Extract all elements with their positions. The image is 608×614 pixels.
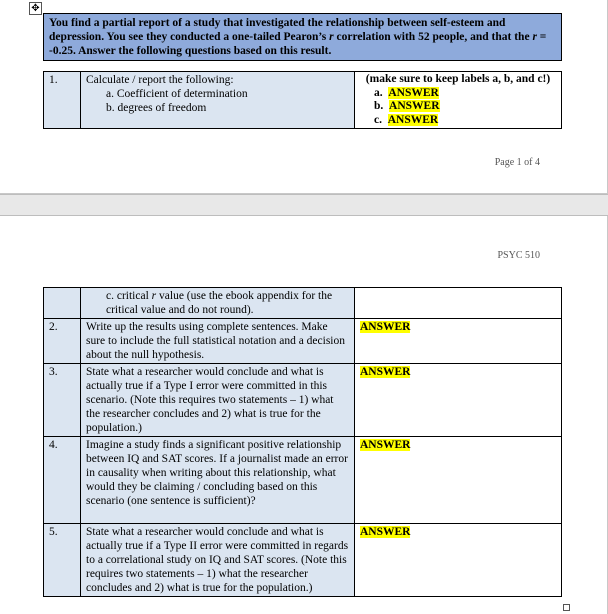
sub-item-c <box>86 289 349 317</box>
answer-c-label: c. <box>374 113 382 126</box>
question-number: 5. <box>44 524 81 597</box>
question-text: State what a researcher would conclude and what is actually true if a Type I error were committed in this scenario. (Note this requires two statements – 1) what the researcher concludes and 2) what is true for the population.) <box>81 364 355 437</box>
prompt-text-part2: correlation with 52 people, and that the <box>333 31 533 43</box>
answer-line-c <box>360 114 556 128</box>
table-row <box>44 72 562 129</box>
sub-item-a: a. Coefficient of determination <box>106 88 248 100</box>
document-page-2 <box>0 216 608 614</box>
table-row <box>44 437 562 524</box>
question-text: State what a researcher would conclude and what is actually true if a Type II error were committed in regards to a correlational study on IQ and SAT scores. (Note this requires two statements – 1) what the researcher concludes and 2) what is true for the population.) <box>81 524 355 597</box>
prompt-r-symbol: r <box>329 31 334 43</box>
table-move-handle-icon[interactable]: ✥ <box>29 2 42 15</box>
question-text-body: Imagine a study finds a significant positive relationship between IQ and SAT scores. If a journalist made an error in causality when writing about this relationship, what would they be claiming / concluding based on this scenario (one sentence is sufficient)? <box>86 439 348 507</box>
answer-cell[interactable] <box>355 72 562 129</box>
question-text <box>81 437 355 524</box>
question-table-page2 <box>43 287 562 597</box>
answer-cell[interactable] <box>355 288 562 319</box>
answer-a-label: a. <box>374 86 383 99</box>
table-row <box>44 364 562 437</box>
answer-placeholder[interactable]: ANSWER <box>360 321 411 333</box>
sub-item-c-r: r <box>151 290 157 302</box>
answer-a-placeholder[interactable]: ANSWER <box>388 86 439 99</box>
document-page-1 <box>0 0 608 194</box>
answer-line-a <box>360 87 556 101</box>
answer-c-placeholder[interactable]: ANSWER <box>387 113 439 126</box>
answer-cell[interactable] <box>355 364 562 437</box>
table-row <box>44 319 562 364</box>
sub-item-b: b. degrees of freedom <box>106 102 207 114</box>
sub-item-c-pre: c. critical <box>106 290 152 302</box>
page-number: Page 1 of 4 <box>494 157 540 168</box>
question-prompt-header <box>43 13 562 61</box>
prompt-r-symbol-2: r <box>532 31 537 43</box>
sub-item-c-post: value (use the ebook appendix for the critical value and do not round). <box>106 290 333 316</box>
answer-b-label: b. <box>374 100 384 112</box>
question-number: 3. <box>44 364 81 437</box>
answer-line-b <box>360 100 556 114</box>
answer-cell[interactable] <box>355 437 562 524</box>
running-header: PSYC 510 <box>497 250 540 261</box>
table-row <box>44 288 562 319</box>
prompt-text-part1: You find a partial report of a study that investigated the relationship between self-esteem and depression. You see they conducted a one-tailed Pearon’s <box>49 17 506 43</box>
table-row <box>44 524 562 597</box>
question-text-cell <box>81 288 355 319</box>
question-number: 1. <box>44 72 81 129</box>
answer-b-placeholder[interactable]: ANSWER <box>389 100 440 112</box>
answer-cell[interactable] <box>355 524 562 597</box>
question-text: Write up the results using complete sentences. Make sure to include the full statistical notation and a decision about the null hypothesis. <box>81 319 355 364</box>
question-number-empty <box>44 288 81 319</box>
answer-cell[interactable] <box>355 319 562 364</box>
answer-placeholder[interactable]: ANSWER <box>360 366 411 378</box>
question-table-page1 <box>43 71 562 129</box>
table-resize-handle-icon[interactable] <box>563 604 570 611</box>
page-gap <box>0 194 608 216</box>
prompt-text-part3: = -0.25. Answer the following questions based on this result. <box>49 31 547 57</box>
answer-note: (make sure to keep labels a, b, and c!) <box>365 73 551 85</box>
question-number: 2. <box>44 319 81 364</box>
answer-placeholder[interactable]: ANSWER <box>360 439 411 451</box>
question-text: Calculate / report the following: <box>86 74 234 86</box>
question-number: 4. <box>44 437 81 524</box>
answer-placeholder[interactable]: ANSWER <box>360 526 411 538</box>
question-text-cell <box>81 72 355 129</box>
